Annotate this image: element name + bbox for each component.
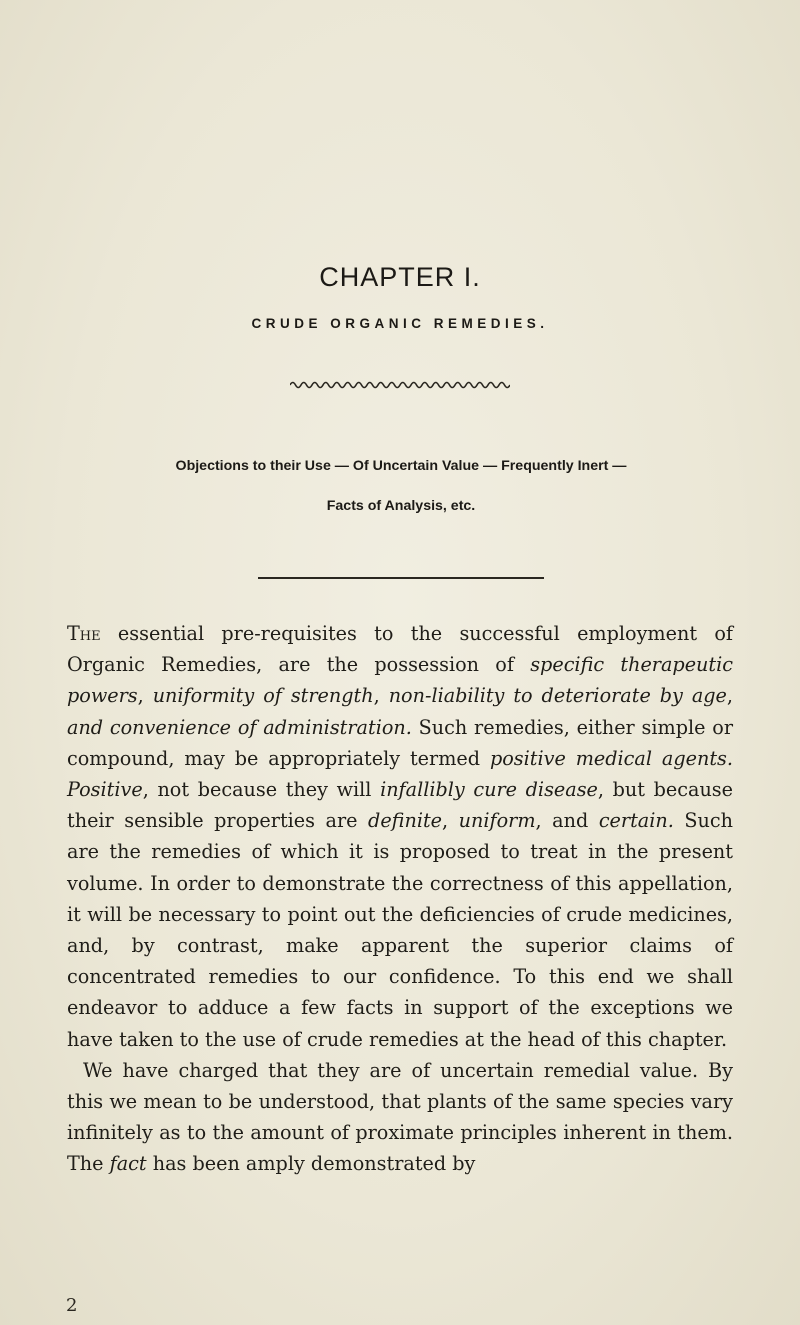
lead-word: The: [67, 622, 101, 645]
wavy-ornament-rule: [290, 380, 510, 390]
text-run: essential pre-requisites to the successful employment of Organic Remedies, are the possession of: [67, 622, 733, 677]
section-divider: [258, 577, 544, 579]
italic-run: infallibly cure disease: [380, 778, 598, 802]
chapter-subtitle: CRUDE ORGANIC REMEDIES.: [251, 316, 549, 331]
chapter-title: CHAPTER I.: [319, 262, 481, 292]
italic-run: non-liability to deteriorate by age: [388, 684, 727, 708]
text-run: ,: [726, 684, 734, 708]
italic-run: uniformity of strength: [152, 684, 374, 708]
text-run: , but because their sensible properties are: [67, 778, 734, 833]
chapter-synopsis-line-2: Facts of Analysis, etc.: [326, 498, 476, 514]
text-run: , and: [535, 809, 599, 833]
page-number: 2: [66, 1295, 78, 1316]
paragraph-2: [67, 1055, 733, 1180]
chapter-synopsis-line-1: Objections to their Use — Of Uncertain Value — Frequently Inert —: [175, 458, 627, 474]
paragraph-1: [67, 618, 733, 1055]
text-run: ,: [442, 809, 459, 833]
italic-run: uniform: [458, 809, 536, 833]
text-run: ,: [373, 684, 389, 708]
italic-run: definite: [368, 809, 443, 833]
text-run: has been amply demonstrated by: [146, 1152, 476, 1176]
italic-run: certain.: [598, 809, 674, 833]
italic-run: fact: [109, 1152, 147, 1176]
italic-run: positive medical agents.: [489, 746, 733, 770]
italic-run: Positive: [67, 778, 143, 802]
text-run: Such are the remedies of which it is proposed to treat in the present volume. In order to demonstrate the correctness of this appellation, it will be necessary to point out the deficiencies of crude medicines, and, by contrast, make apparent the superior claims of concentrated remedies to our confidence. To this end we shall endeavor to adduce a few facts in support of the exceptions we have taken to the use of crude remedies at the head of this chapter.: [67, 809, 733, 1051]
italic-run: and convenience of administration.: [67, 715, 412, 739]
body-text: [67, 618, 733, 1180]
text-run: We have charged that they are of uncertain remedial value. By this we mean to be understood, that plants of the same species vary infinitely as to the amount of proximate principles inherent in them. The: [67, 1058, 733, 1176]
text-run: ,: [137, 684, 153, 708]
text-run: Such remedies, either simple or compound, may be appropriately termed: [67, 715, 733, 770]
text-run: , not because they will: [142, 778, 381, 802]
italic-run: specific therapeutic powers: [67, 653, 734, 708]
